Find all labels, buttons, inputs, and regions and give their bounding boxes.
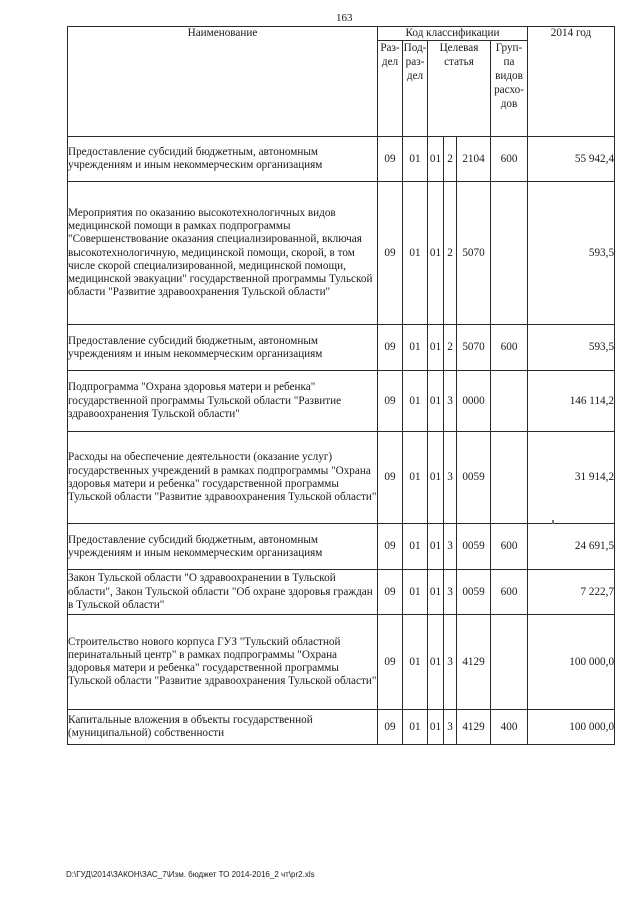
row-target-part3: 4129 (457, 615, 491, 710)
row-target-part3: 0000 (457, 371, 491, 432)
row-name: Мероприятия по оказанию высокотехнологичных видов медицинской помощи в рамках подпрограммы "Совершенствование оказания специализированной, включая высокотехнологичную, медицинской помощи, скорой, в том числе скорой специализированной, медицинской помощи, медицинской эвакуации" государственной программы Тульской области "Развитие здравоохранения Тульской области" (68, 182, 378, 325)
scan-speck (552, 520, 554, 524)
table-row (68, 182, 615, 325)
row-section: 09 (378, 710, 403, 745)
row-target-part2: 3 (444, 371, 457, 432)
row-section: 09 (378, 570, 403, 615)
file-path-footer: D:\ГУД\2014\ЗАКОН\ЗАС_7\Изм. бюджет ТО 2014-2016_2 чт\pr2.xls (66, 870, 315, 879)
row-expense-group: 600 (491, 325, 528, 371)
header-section-label: Раз- дел (380, 42, 400, 69)
row-section: 09 (378, 371, 403, 432)
row-target-part1: 01 (428, 432, 444, 524)
row-name: Подпрограмма "Охрана здоровья матери и ребенка" государственной программы Тульской области "Развитие здравоохранения Тульской области" (68, 371, 378, 432)
row-subsection: 01 (403, 371, 428, 432)
header-target-label: Целевая статья (439, 42, 479, 69)
row-target-part3: 5070 (457, 182, 491, 325)
row-target-part1: 01 (428, 710, 444, 745)
row-expense-group (491, 615, 528, 710)
header-name: Наименование (68, 27, 378, 137)
row-subsection: 01 (403, 325, 428, 371)
row-subsection: 01 (403, 524, 428, 570)
row-section: 09 (378, 524, 403, 570)
header-expense-group (491, 41, 528, 137)
row-target-part2: 2 (444, 325, 457, 371)
row-subsection: 01 (403, 615, 428, 710)
row-name: Капитальные вложения в объекты государственной (муниципальной) собственности (68, 710, 378, 745)
header-section (378, 41, 403, 137)
row-target-part1: 01 (428, 570, 444, 615)
row-section: 09 (378, 432, 403, 524)
row-target-part3: 5070 (457, 325, 491, 371)
row-target-part2: 3 (444, 615, 457, 710)
row-amount: 31 914,2 (528, 432, 615, 524)
row-amount: 100 000,0 (528, 615, 615, 710)
row-amount: 7 222,7 (528, 570, 615, 615)
table-row (68, 524, 615, 570)
budget-table (67, 26, 615, 745)
row-name: Закон Тульской области "О здравоохранении в Тульской области", Закон Тульской области "Об охране здоровья граждан в Тульской области" (68, 570, 378, 615)
row-expense-group: 600 (491, 524, 528, 570)
row-expense-group (491, 371, 528, 432)
header-target-article (428, 41, 491, 137)
row-amount: 593,5 (528, 182, 615, 325)
row-target-part3: 4129 (457, 710, 491, 745)
row-subsection: 01 (403, 137, 428, 182)
header-subsection-label: Под- раз- дел (403, 42, 427, 83)
row-expense-group: 600 (491, 137, 528, 182)
row-expense-group: 600 (491, 570, 528, 615)
row-name: Предоставление субсидий бюджетным, автономным учреждениям и иным некоммерческим организациям (68, 137, 378, 182)
table-row (68, 432, 615, 524)
row-target-part3: 2104 (457, 137, 491, 182)
row-subsection: 01 (403, 432, 428, 524)
row-target-part3: 0059 (457, 524, 491, 570)
row-target-part2: 3 (444, 570, 457, 615)
row-name: Предоставление субсидий бюджетным, автономным учреждениям и иным некоммерческим организациям (68, 325, 378, 371)
row-expense-group (491, 182, 528, 325)
row-target-part2: 2 (444, 137, 457, 182)
row-target-part1: 01 (428, 524, 444, 570)
table-row (68, 137, 615, 182)
row-subsection: 01 (403, 182, 428, 325)
row-target-part2: 3 (444, 432, 457, 524)
row-expense-group (491, 432, 528, 524)
row-amount: 24 691,5 (528, 524, 615, 570)
row-amount: 146 114,2 (528, 371, 615, 432)
header-classification-code: Код классификации (378, 27, 528, 41)
table-row (68, 710, 615, 745)
row-target-part1: 01 (428, 371, 444, 432)
row-target-part1: 01 (428, 615, 444, 710)
row-target-part2: 3 (444, 524, 457, 570)
row-target-part1: 01 (428, 137, 444, 182)
table-row (68, 615, 615, 710)
row-amount: 593,5 (528, 325, 615, 371)
row-name: Расходы на обеспечение деятельности (оказание услуг) государственных учреждений в рамках подпрограммы "Охрана здоровья матери и ребенка" государственной программы Тульской области "Развитие здравоохранения Тульской области" (68, 432, 378, 524)
row-section: 09 (378, 325, 403, 371)
row-target-part3: 0059 (457, 570, 491, 615)
row-target-part1: 01 (428, 182, 444, 325)
row-target-part2: 3 (444, 710, 457, 745)
header-subsection (403, 41, 428, 137)
row-target-part1: 01 (428, 325, 444, 371)
table-row (68, 570, 615, 615)
row-name: Предоставление субсидий бюджетным, автономным учреждениям и иным некоммерческим организациям (68, 524, 378, 570)
row-target-part2: 2 (444, 182, 457, 325)
page-number: 163 (336, 12, 353, 24)
row-subsection: 01 (403, 710, 428, 745)
header-year: 2014 год (528, 27, 615, 137)
row-subsection: 01 (403, 570, 428, 615)
row-section: 09 (378, 615, 403, 710)
table-row (68, 371, 615, 432)
table-row (68, 325, 615, 371)
row-name: Строительство нового корпуса ГУЗ "Тульский областной перинатальный центр" в рамках подпрограммы "Охрана здоровья матери и ребенка" государственной программы Тульской области "Развитие здравоохранения Тульской области" (68, 615, 378, 710)
header-group-label: Груп- па видов расхо- дов (494, 42, 524, 111)
row-amount: 55 942,4 (528, 137, 615, 182)
row-amount: 100 000,0 (528, 710, 615, 745)
row-expense-group: 400 (491, 710, 528, 745)
row-target-part3: 0059 (457, 432, 491, 524)
row-section: 09 (378, 137, 403, 182)
row-section: 09 (378, 182, 403, 325)
